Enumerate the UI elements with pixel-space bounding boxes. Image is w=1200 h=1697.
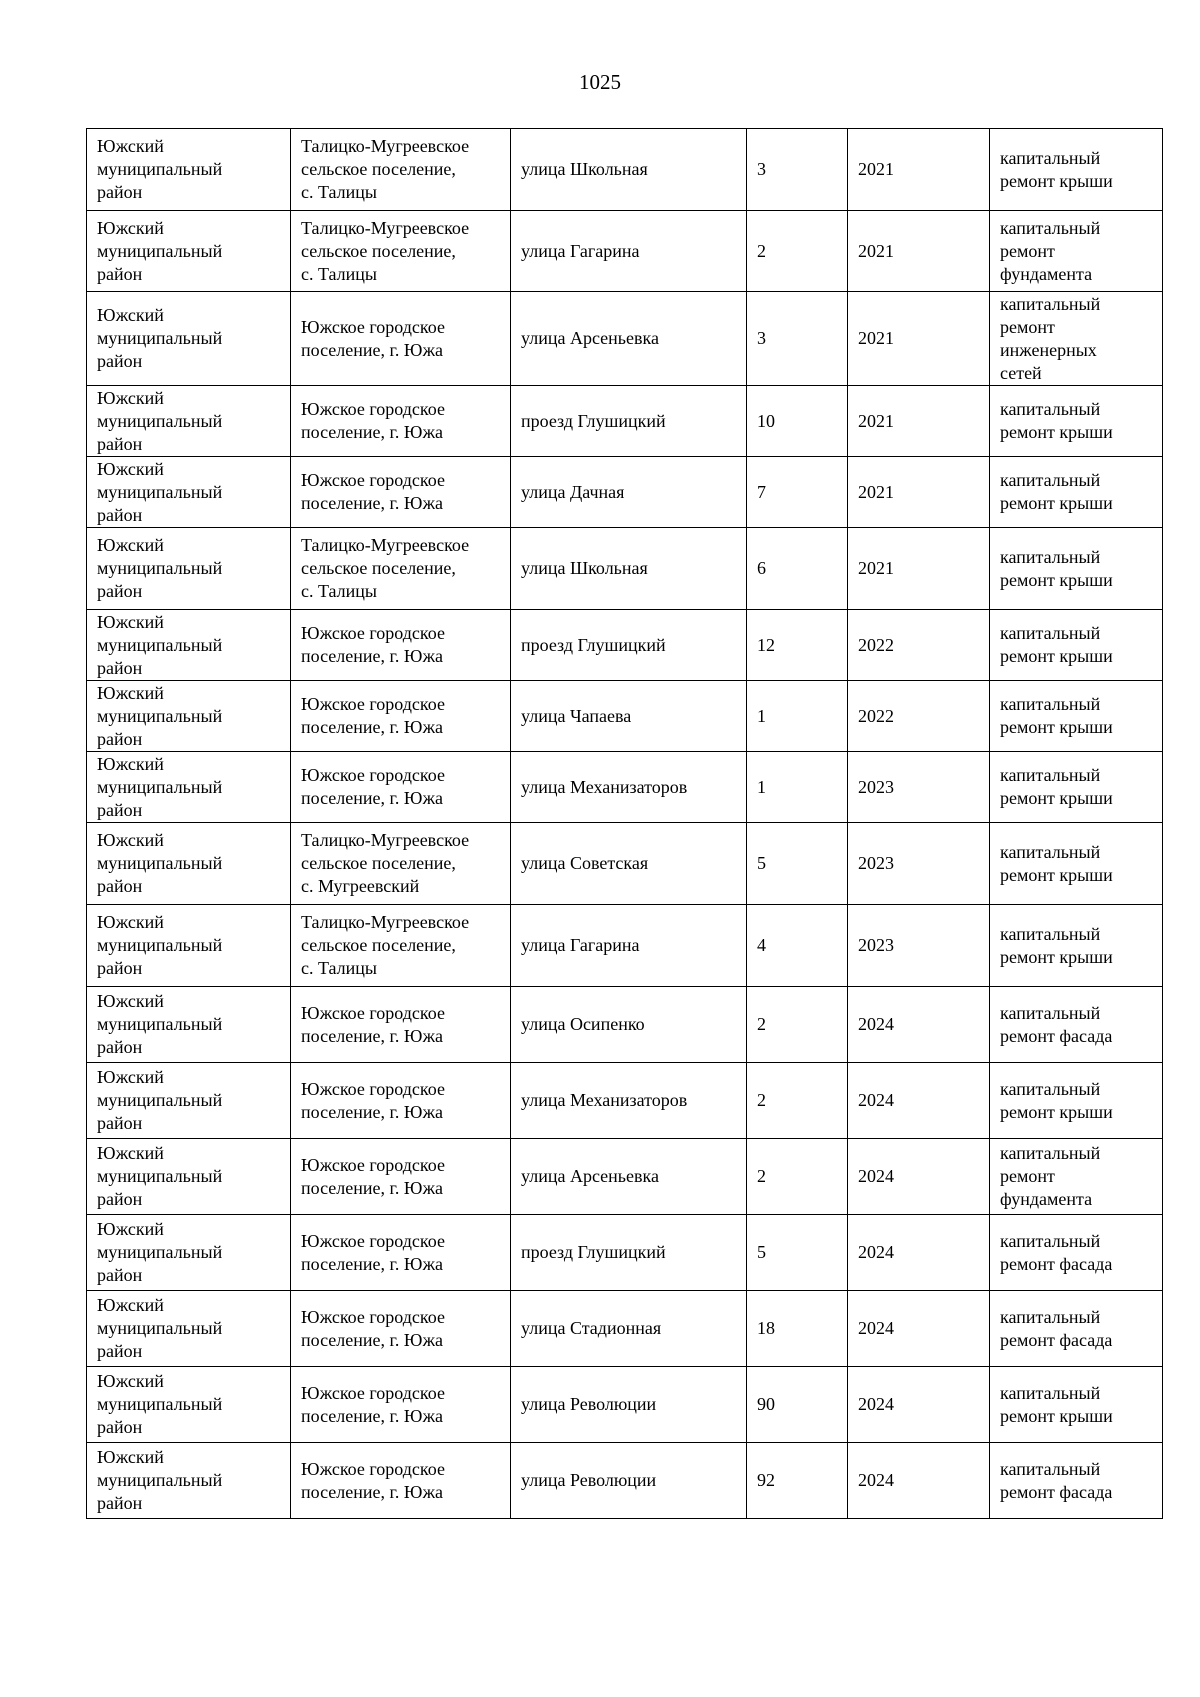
cell-house-number-text: 4 — [757, 935, 766, 955]
cell-year — [848, 610, 990, 681]
cell-work-type-text: капитальный ремонт крыши — [1000, 470, 1113, 513]
cell-work-type-text: капитальный ремонт фундамента — [1000, 1143, 1101, 1209]
cell-street — [511, 386, 747, 457]
cell-settlement-text: Южское городское поселение, г. Южа — [301, 623, 445, 666]
cell-street — [511, 610, 747, 681]
cell-district — [87, 211, 291, 292]
table-row — [87, 292, 1163, 386]
table-row — [87, 129, 1163, 211]
table-row — [87, 1139, 1163, 1215]
cell-house-number — [747, 681, 848, 752]
cell-settlement — [291, 1291, 511, 1367]
cell-house-number-text: 2 — [757, 1166, 766, 1186]
cell-settlement — [291, 386, 511, 457]
cell-district-text: Южский муниципальный район — [97, 912, 223, 978]
cell-street-text: проезд Глушицкий — [521, 410, 666, 431]
cell-district — [87, 752, 291, 823]
cell-year-text: 2021 — [858, 240, 894, 261]
cell-year — [848, 823, 990, 905]
cell-settlement — [291, 681, 511, 752]
cell-year — [848, 752, 990, 823]
cell-house-number — [747, 1215, 848, 1291]
cell-district-text: Южский муниципальный район — [97, 1143, 223, 1209]
cell-house-number — [747, 1443, 848, 1519]
cell-street-text: улица Революции — [521, 1394, 657, 1414]
cell-work-type-text: капитальный ремонт крыши — [1000, 765, 1113, 808]
cell-work-type — [990, 752, 1163, 823]
cell-work-type — [990, 905, 1163, 987]
cell-work-type-text: капитальный ремонт инженерных сетей — [1000, 293, 1101, 383]
cell-year-text: 2021 — [858, 410, 894, 431]
cell-settlement — [291, 1063, 511, 1139]
cell-street-text: улица Школьная — [521, 159, 648, 179]
cell-year-text: 2024 — [858, 1166, 894, 1186]
table-row — [87, 987, 1163, 1063]
cell-settlement — [291, 129, 511, 211]
cell-district — [87, 1291, 291, 1367]
cell-street — [511, 1139, 747, 1215]
page-number: 1025 — [579, 70, 621, 94]
cell-house-number-text: 90 — [757, 1394, 775, 1414]
cell-year-text: 2024 — [858, 1318, 894, 1338]
cell-street-text: улица Механизаторов — [521, 1090, 688, 1110]
cell-settlement — [291, 1215, 511, 1291]
cell-settlement-text: Южское городское поселение, г. Южа — [301, 470, 445, 513]
cell-house-number-text: 2 — [757, 1014, 766, 1034]
cell-district — [87, 610, 291, 681]
cell-house-number — [747, 1291, 848, 1367]
cell-work-type-text: капитальный ремонт крыши — [1000, 923, 1113, 967]
cell-street — [511, 457, 747, 528]
cell-year — [848, 211, 990, 292]
cell-district — [87, 129, 291, 211]
cell-house-number — [747, 528, 848, 610]
cell-settlement — [291, 292, 511, 386]
cell-house-number-text: 12 — [757, 634, 775, 655]
cell-settlement-text: Южское городское поселение, г. Южа — [301, 1458, 445, 1502]
cell-house-number — [747, 1367, 848, 1443]
cell-year-text: 2021 — [858, 481, 894, 502]
cell-work-type-text: капитальный ремонт фасада — [1000, 1458, 1113, 1502]
cell-settlement — [291, 905, 511, 987]
cell-settlement — [291, 1367, 511, 1443]
cell-district — [87, 1367, 291, 1443]
cell-house-number — [747, 823, 848, 905]
cell-district-text: Южский муниципальный район — [97, 1295, 223, 1361]
cell-street — [511, 905, 747, 987]
cell-house-number-text: 5 — [757, 1242, 766, 1262]
cell-year-text: 2022 — [858, 705, 894, 726]
cell-work-type-text: капитальный ремонт крыши — [1000, 1078, 1113, 1122]
cell-house-number-text: 5 — [757, 853, 766, 873]
cell-street — [511, 987, 747, 1063]
table-body — [87, 129, 1163, 1519]
cell-settlement-text: Южское городское поселение, г. Южа — [301, 1078, 445, 1122]
cell-year — [848, 1291, 990, 1367]
cell-work-type — [990, 681, 1163, 752]
table-row — [87, 681, 1163, 752]
cell-district — [87, 386, 291, 457]
cell-house-number-text: 92 — [757, 1470, 775, 1490]
cell-district-text: Южский муниципальный район — [97, 1371, 223, 1437]
cell-street-text: улица Арсеньевка — [521, 328, 659, 348]
cell-work-type — [990, 292, 1163, 386]
cell-work-type — [990, 1063, 1163, 1139]
cell-work-type-text: капитальный ремонт крыши — [1000, 1382, 1113, 1426]
cell-year-text: 2024 — [858, 1242, 894, 1262]
cell-year — [848, 528, 990, 610]
cell-year — [848, 905, 990, 987]
cell-district — [87, 681, 291, 752]
cell-settlement-text: Южское городское поселение, г. Южа — [301, 1230, 445, 1274]
cell-settlement — [291, 1443, 511, 1519]
cell-house-number — [747, 1063, 848, 1139]
cell-work-type — [990, 211, 1163, 292]
cell-district-text: Южский муниципальный район — [97, 458, 223, 525]
cell-year — [848, 681, 990, 752]
cell-work-type — [990, 129, 1163, 211]
cell-street-text: улица Революции — [521, 1470, 657, 1490]
cell-work-type — [990, 1443, 1163, 1519]
table-row — [87, 1367, 1163, 1443]
table-row — [87, 528, 1163, 610]
cell-street-text: улица Советская — [521, 853, 649, 873]
cell-work-type — [990, 823, 1163, 905]
cell-district-text: Южский муниципальный район — [97, 1067, 223, 1133]
cell-year — [848, 457, 990, 528]
cell-settlement — [291, 752, 511, 823]
cell-street-text: улица Стадионная — [521, 1318, 662, 1338]
cell-street-text: проезд Глушицкий — [521, 1242, 666, 1262]
cell-work-type — [990, 1139, 1163, 1215]
cell-street — [511, 823, 747, 905]
cell-year-text: 2023 — [858, 853, 894, 873]
cell-work-type-text: капитальный ремонт крыши — [1000, 623, 1113, 666]
cell-district-text: Южский муниципальный район — [97, 611, 223, 678]
cell-year-text: 2022 — [858, 634, 894, 655]
cell-district — [87, 987, 291, 1063]
cell-street-text: улица Чапаева — [521, 705, 632, 726]
cell-settlement-text: Южское городское поселение, г. Южа — [301, 1154, 445, 1198]
cell-street — [511, 1215, 747, 1291]
cell-year-text: 2024 — [858, 1394, 894, 1414]
cell-settlement-text: Южское городское поселение, г. Южа — [301, 765, 445, 808]
cell-year-text: 2021 — [858, 558, 894, 578]
cell-house-number — [747, 1139, 848, 1215]
cell-work-type — [990, 528, 1163, 610]
cell-district — [87, 1063, 291, 1139]
cell-work-type — [990, 987, 1163, 1063]
cell-work-type — [990, 610, 1163, 681]
cell-settlement-text: Талицко-Мугреевское сельское поселение, с. Талицы — [301, 217, 470, 284]
cell-year — [848, 1367, 990, 1443]
cell-house-number-text: 6 — [757, 558, 766, 578]
cell-house-number — [747, 129, 848, 211]
cell-year — [848, 292, 990, 386]
cell-work-type-text: капитальный ремонт крыши — [1000, 841, 1113, 885]
cell-district-text: Южский муниципальный район — [97, 753, 223, 820]
cell-work-type-text: капитальный ремонт фундамента — [1000, 217, 1101, 284]
table-row — [87, 1215, 1163, 1291]
cell-year-text: 2024 — [858, 1470, 894, 1490]
cell-work-type-text: капитальный ремонт крыши — [1000, 546, 1113, 590]
cell-district — [87, 1443, 291, 1519]
cell-settlement — [291, 1139, 511, 1215]
cell-year — [848, 386, 990, 457]
cell-house-number-text: 10 — [757, 410, 775, 431]
cell-settlement-text: Южское городское поселение, г. Южа — [301, 399, 445, 442]
cell-year — [848, 1215, 990, 1291]
cell-house-number — [747, 752, 848, 823]
cell-settlement-text: Талицко-Мугреевское сельское поселение, с. Мугреевский — [301, 830, 470, 896]
cell-street — [511, 129, 747, 211]
cell-street-text: улица Школьная — [521, 558, 648, 578]
table-row — [87, 823, 1163, 905]
cell-year-text: 2024 — [858, 1090, 894, 1110]
cell-work-type-text: капитальный ремонт фасада — [1000, 1002, 1113, 1046]
cell-year — [848, 987, 990, 1063]
cell-settlement — [291, 211, 511, 292]
cell-work-type — [990, 1215, 1163, 1291]
cell-street-text: улица Гагарина — [521, 935, 640, 955]
cell-district — [87, 292, 291, 386]
table-row — [87, 752, 1163, 823]
cell-year — [848, 1443, 990, 1519]
cell-house-number — [747, 987, 848, 1063]
cell-house-number-text: 7 — [757, 481, 766, 502]
cell-settlement — [291, 823, 511, 905]
cell-district-text: Южский муниципальный район — [97, 387, 223, 454]
cell-street-text: проезд Глушицкий — [521, 634, 666, 655]
cell-district — [87, 1215, 291, 1291]
cell-district-text: Южский муниципальный район — [97, 1447, 223, 1513]
cell-house-number-text: 3 — [757, 328, 766, 348]
cell-year — [848, 1063, 990, 1139]
cell-street — [511, 681, 747, 752]
cell-year-text: 2021 — [858, 159, 894, 179]
cell-street-text: улица Дачная — [521, 481, 625, 502]
cell-settlement — [291, 987, 511, 1063]
cell-settlement — [291, 528, 511, 610]
cell-work-type — [990, 1291, 1163, 1367]
cell-house-number — [747, 386, 848, 457]
cell-district-text: Южский муниципальный район — [97, 535, 223, 601]
table-row — [87, 1063, 1163, 1139]
cell-district-text: Южский муниципальный район — [97, 217, 223, 284]
cell-house-number — [747, 292, 848, 386]
cell-house-number — [747, 457, 848, 528]
cell-year — [848, 129, 990, 211]
cell-street — [511, 1063, 747, 1139]
cell-district-text: Южский муниципальный район — [97, 136, 223, 202]
cell-district — [87, 528, 291, 610]
cell-district-text: Южский муниципальный район — [97, 305, 223, 371]
table-row — [87, 211, 1163, 292]
cell-settlement-text: Южское городское поселение, г. Южа — [301, 1002, 445, 1046]
cell-district — [87, 1139, 291, 1215]
cell-street-text: улица Механизаторов — [521, 776, 688, 797]
cell-house-number-text: 18 — [757, 1318, 775, 1338]
cell-settlement — [291, 610, 511, 681]
cell-district — [87, 457, 291, 528]
cell-street — [511, 292, 747, 386]
cell-work-type — [990, 386, 1163, 457]
cell-street — [511, 528, 747, 610]
cell-district-text: Южский муниципальный район — [97, 830, 223, 896]
cell-settlement-text: Южское городское поселение, г. Южа — [301, 316, 445, 360]
cell-house-number-text: 1 — [757, 705, 766, 726]
cell-year — [848, 1139, 990, 1215]
cell-street — [511, 211, 747, 292]
cell-district — [87, 823, 291, 905]
table-row — [87, 610, 1163, 681]
cell-settlement — [291, 457, 511, 528]
cell-year-text: 2023 — [858, 935, 894, 955]
cell-street-text: улица Арсеньевка — [521, 1166, 659, 1186]
cell-street — [511, 1443, 747, 1519]
cell-district — [87, 905, 291, 987]
cell-work-type-text: капитальный ремонт фасада — [1000, 1306, 1113, 1350]
cell-settlement-text: Талицко-Мугреевское сельское поселение, с. Талицы — [301, 912, 470, 978]
cell-year-text: 2024 — [858, 1014, 894, 1034]
cell-year-text: 2023 — [858, 776, 894, 797]
table-row — [87, 386, 1163, 457]
cell-district-text: Южский муниципальный район — [97, 682, 223, 749]
table-row — [87, 1443, 1163, 1519]
cell-house-number-text: 2 — [757, 1090, 766, 1110]
cell-work-type-text: капитальный ремонт фасада — [1000, 1230, 1113, 1274]
cell-district-text: Южский муниципальный район — [97, 991, 223, 1057]
cell-house-number — [747, 211, 848, 292]
table-row — [87, 905, 1163, 987]
cell-work-type-text: капитальный ремонт крыши — [1000, 147, 1113, 191]
cell-work-type — [990, 1367, 1163, 1443]
cell-district-text: Южский муниципальный район — [97, 1219, 223, 1285]
table-row — [87, 457, 1163, 528]
cell-house-number — [747, 905, 848, 987]
cell-street — [511, 1291, 747, 1367]
cell-house-number-text: 3 — [757, 159, 766, 179]
cell-house-number-text: 1 — [757, 776, 766, 797]
repair-schedule-table — [86, 128, 1163, 1519]
cell-house-number — [747, 610, 848, 681]
cell-work-type-text: капитальный ремонт крыши — [1000, 399, 1113, 442]
cell-settlement-text: Талицко-Мугреевское сельское поселение, с. Талицы — [301, 535, 470, 601]
cell-street-text: улица Гагарина — [521, 240, 640, 261]
cell-settlement-text: Южское городское поселение, г. Южа — [301, 1306, 445, 1350]
cell-settlement-text: Южское городское поселение, г. Южа — [301, 1382, 445, 1426]
cell-street — [511, 1367, 747, 1443]
cell-street — [511, 752, 747, 823]
cell-settlement-text: Талицко-Мугреевское сельское поселение, с. Талицы — [301, 136, 470, 202]
cell-work-type-text: капитальный ремонт крыши — [1000, 694, 1113, 737]
cell-street-text: улица Осипенко — [521, 1014, 645, 1034]
cell-work-type — [990, 457, 1163, 528]
cell-house-number-text: 2 — [757, 240, 766, 261]
table-row — [87, 1291, 1163, 1367]
cell-settlement-text: Южское городское поселение, г. Южа — [301, 694, 445, 737]
cell-year-text: 2021 — [858, 328, 894, 348]
